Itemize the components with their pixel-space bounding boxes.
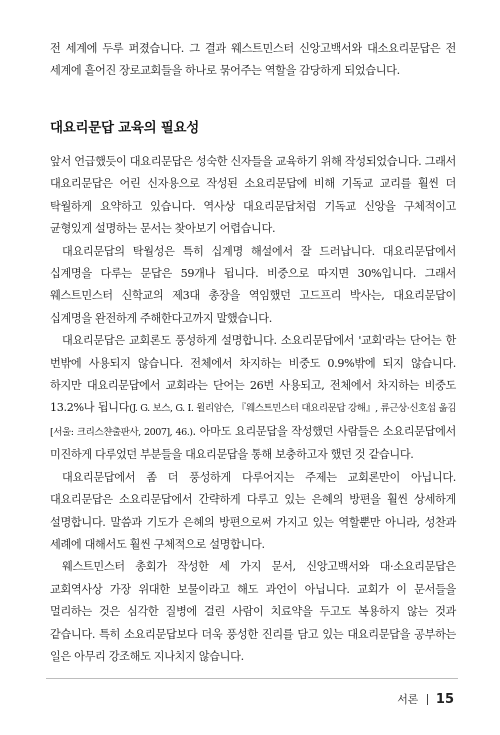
paragraph-3-main: 대요리문답은 교회론도 풍성하게 설명합니다. 소요리문답에서 '교회'라는 단어는 한 번밖에 사용되지 않습니다. 전체에서 차지하는 비중도 0.9%밖에 되지 않습니다. 하지만 대요리문답에서 교회라는 단어는 26번 사용되고, 전체에서 차지하는 비중도 13.2%나 됩니다: [50, 334, 456, 415]
footer-separator: [427, 694, 428, 705]
paragraph-5: 웨스트민스터 총회가 작성한 세 가지 문서, 신앙고백서와 대·소요리문답은 교회역사상 가장 위대한 보물이라고 해도 과언이 아닙니다. 교회가 이 문서들을 멀리하는 것은 심각한 질병에 걸린 사람이 치료약을 두고도 복용하지 않는 것과 같습니다. 특히 소요리문답보다 더욱 풍성한 진리를 담고 있는 대요리문답을 공부하는 일은 아무리 강조해도 지나치지 않습니다.: [50, 560, 456, 663]
paragraph-3-citation: (J. G. 보스, G. I. 윌리암슨, 『웨스트민스터 대요리문답 강해』, 류근상·신호섭 옮김[서울: 크리스챤출판사, 2007], 46.): [50, 403, 456, 438]
intro-paragraph: 전 세계에 두루 퍼졌습니다. 그 결과 웨스트민스터 신앙고백서와 대소요리문답은 전 세계에 흩어진 장로교회들을 하나로 묶어주는 역할을 감당하게 되었습니다.: [50, 42, 456, 78]
section-heading: 대요리문답 교육의 필요성: [50, 120, 199, 136]
footer-divider: [46, 678, 458, 679]
section-body: [50, 151, 456, 668]
paragraph-1: 앞서 언급했듯이 대요리문답은 성숙한 신자들을 교육하기 위해 작성되었습니다. 그래서 대요리문답은 어린 신자용으로 작성된 소요리문답에 비해 기독교 교리를 훨씬 더 탁월하게 요약하고 있습니다. 역사상 대요리문답처럼 기독교 신앙을 구체적이고 균형있게 설명하는 문서는 찾아보기 어렵습니다.: [50, 155, 456, 236]
page-number: 15: [435, 691, 454, 707]
paragraph-4: 대요리문답에서 좀 더 풍성하게 다루어지는 주제는 교회론만이 아닙니다. 대요리문답은 소요리문답에서 간략하게 다루고 있는 은혜의 방편을 훨씬 상세하게 설명합니다. 말씀과 기도가 은혜의 방편으로써 가지고 있는 역할뿐만 아니라, 성찬과 세례에 대해서도 훨씬 구체적으로 설명합니다.: [50, 470, 456, 551]
paragraph-3-tail: . 아마도 요리문답을 작성했던 사람들은 소요리문답에서 미진하게 다루었던 부분들을 대요리문답을 통해 보충하고자 했던 것 같습니다.: [50, 424, 456, 462]
page-footer: [397, 691, 454, 707]
paragraph-3: [50, 330, 456, 466]
footer-section-label: 서론: [397, 693, 418, 706]
paragraph-2: 대요리문답의 탁월성은 특히 십계명 해설에서 잘 드러납니다. 대요리문답에서 십계명을 다루는 문답은 59개나 됩니다. 비중으로 따지면 30%입니다. 그래서 웨스트민스터 신학교의 제3대 총장을 역임했던 고드프리 박사는, 대요리문답이 십계명을 완전하게 주해한다고까지 말했습니다.: [50, 244, 456, 325]
